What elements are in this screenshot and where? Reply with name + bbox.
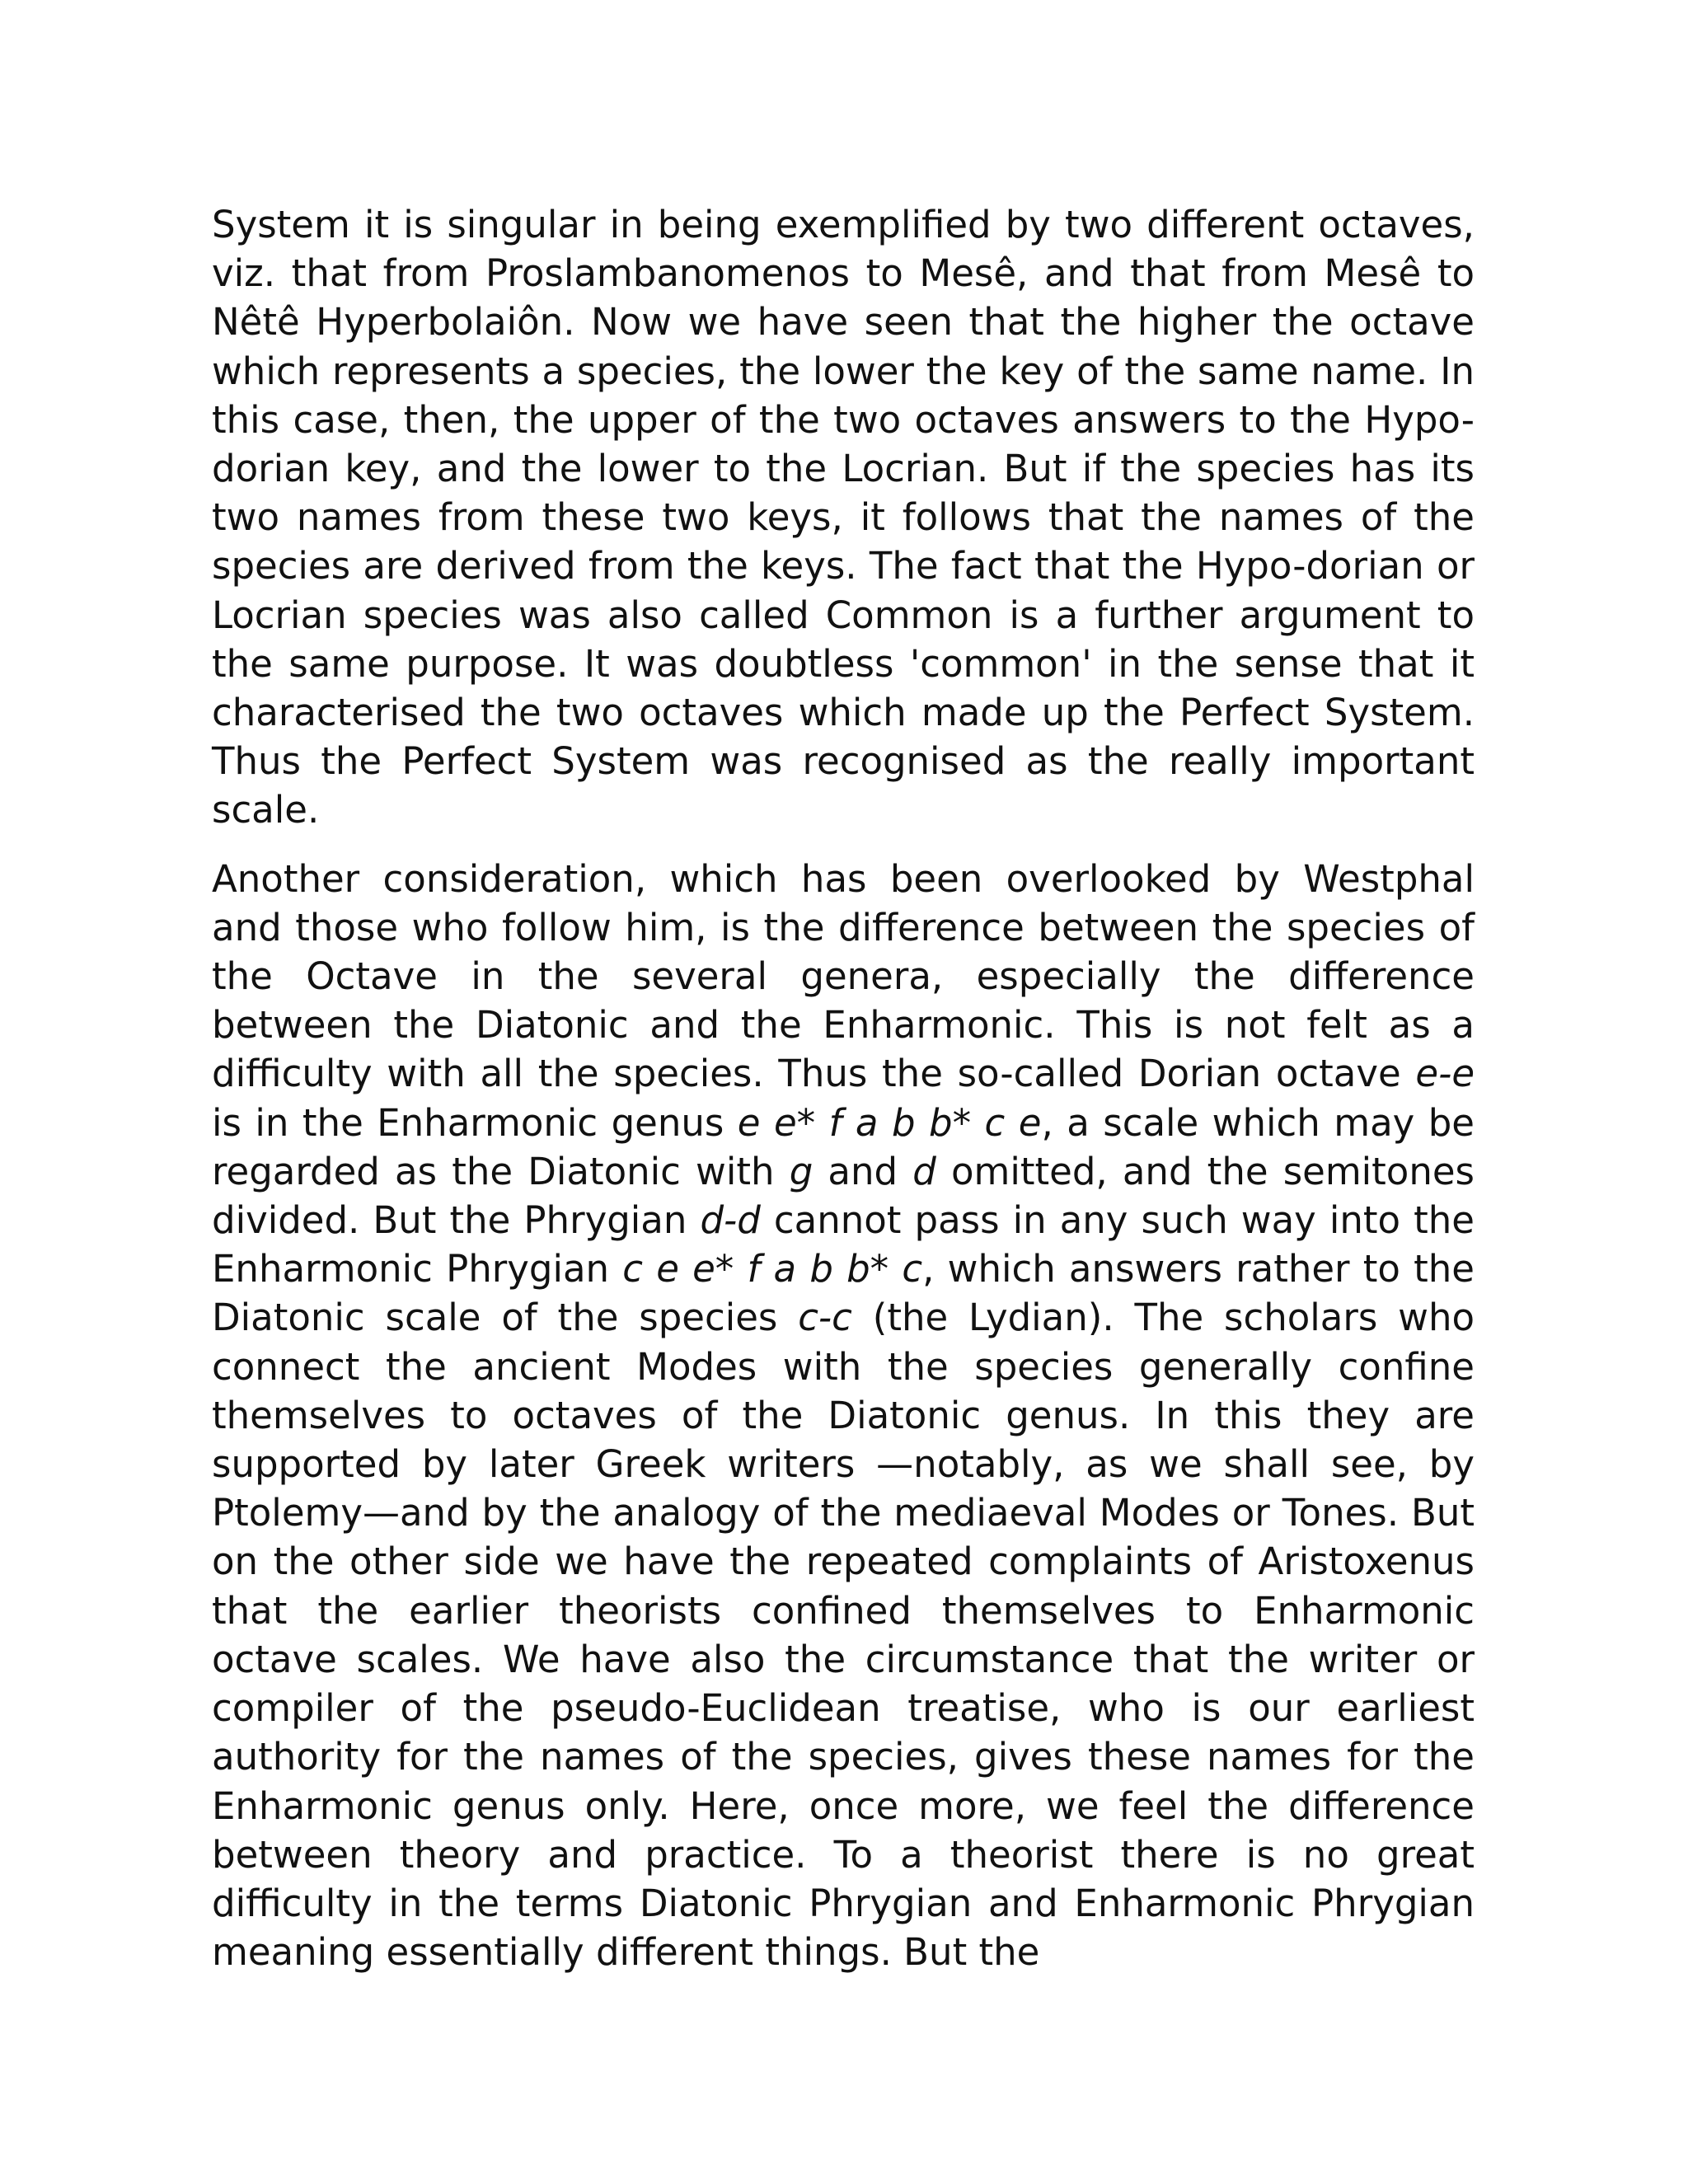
text-run: cannot pass in any such way into the Enharmonic Phrygian (212, 1198, 1475, 1291)
paragraph-perfect-system (212, 200, 1475, 835)
text-run: Another consideration, which has been overlooked by Westphal and those who follow him, is the difference between the species of the Octave in the several genera, especially the difference between the Diatonic and the Enharmonic. This is not felt as a difficulty with all the species. Thus the so-called Dorian octave (212, 856, 1475, 1096)
text-run: System it is singular in being exemplified by two different octaves, viz. that from Proslambanomenos to Mesê, and that from Mesê to Nêtê Hyperbolaiôn. Now we have seen that the higher the octave which represents a species, the lower the key of the same name. In this case, then, the upper of the two octaves answers to the Hypo-dorian key, and the lower to the Locrian. But if the species has its two names from these two keys, it follows that the names of the species are derived from the keys. The fact that the Hypo-dorian or Locrian species was also called Common is a further argument to the same purpose. It was doubtless 'common' in the sense that it characterised the two octaves which made up the Perfect System. Thus the Perfect System was recognised as the really important scale. (212, 203, 1475, 832)
text-run: and (813, 1149, 913, 1193)
text-run: is in the Enharmonic genus (212, 1100, 738, 1145)
text-run: omitted, and the semitones divided. But the Phrygian (212, 1149, 1475, 1243)
italic-notation: g (789, 1149, 814, 1193)
italic-notation: e-e (1415, 1052, 1475, 1096)
italic-notation: d-d (700, 1198, 761, 1243)
text-run: , a scale which may be regarded as the Diatonic with (212, 1100, 1475, 1193)
text-run: (the Lydian). The scholars who connect the ancient Modes with the species generally confine themselves to octaves of the Diatonic genus. In this they are supported by later Greek writers —notably, as we shall see, by Ptolemy—and by the analogy of the mediaeval Modes or Tones. But on the other side we have the repeated complaints of Aristoxenus that the earlier theorists confined themselves to Enharmonic octave scales. We have also the circumstance that the writer or compiler of the pseudo-Euclidean treatise, who is our earliest authority for the names of the species, gives these names for the Enharmonic genus only. Here, once more, we feel the difference between theory and practice. To a theorist there is no great difficulty in the terms Diatonic Phrygian and Enharmonic Phrygian meaning essentially different things. But the (212, 1296, 1475, 1975)
italic-notation: c e e* f a b b* c (622, 1247, 923, 1291)
text-run: , which answers rather to the Diatonic scale of the species (212, 1247, 1475, 1340)
italic-notation: e e* f a b b* c e (737, 1100, 1042, 1145)
document-page (212, 200, 1475, 1976)
italic-notation: c-c (798, 1296, 852, 1340)
italic-notation: d (912, 1149, 936, 1193)
paragraph-genera-consideration (212, 855, 1475, 1977)
